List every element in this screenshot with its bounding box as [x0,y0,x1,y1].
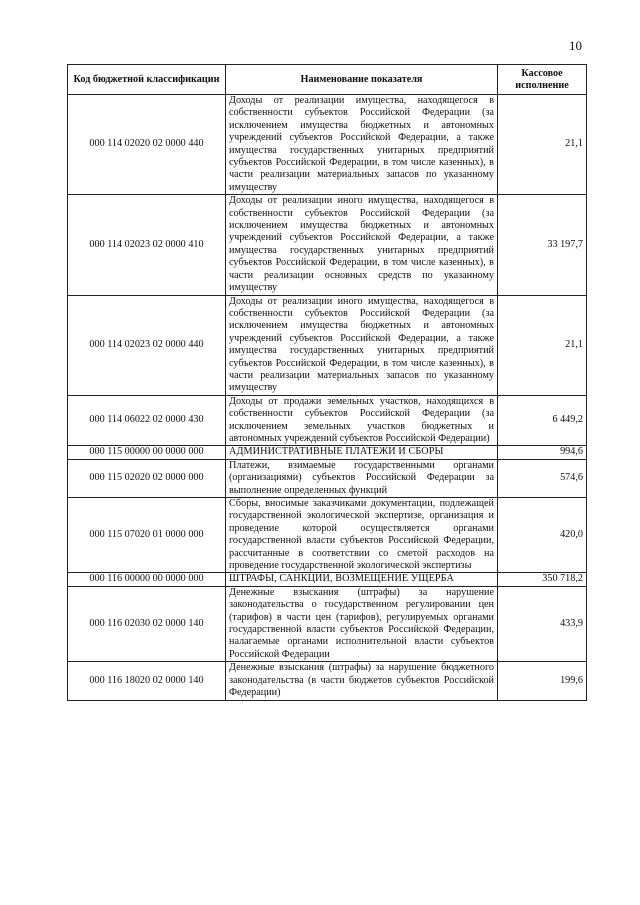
indicator-name-cell: Доходы от реализации имущества, находящегося в собственности субъектов Российской Федерации (за исключением имущества бюджетных и автономных учреждений субъектов Российской Федерации, а также имущества государственных унитарных предприятий субъектов Российской Федерации, в том числе казенных), в части реализации материальных запасов по указанному имуществу [226,95,498,195]
amount-cell: 21,1 [498,95,587,195]
amount-cell: 433,9 [498,586,587,661]
table-row [68,459,587,497]
budget-code-cell: 000 115 00000 00 0000 000 [68,446,226,459]
budget-code-cell: 000 116 02030 02 0000 140 [68,586,226,661]
amount-cell: 33 197,7 [498,195,587,295]
header-code: Код бюджетной классификации [68,65,226,95]
page-number: 10 [569,38,582,53]
indicator-name-cell: Денежные взыскания (штрафы) за нарушение бюджетного законодательства (в части бюджетов субъектов Российской Федерации) [226,662,498,700]
table-row [68,662,587,700]
indicator-name-cell: Доходы от продажи земельных участков, находящихся в собственности субъектов Российской Федерации (за исключением земельных участков бюджетных и автономных учреждений субъектов Российской Федерации) [226,395,498,446]
amount-cell: 199,6 [498,662,587,700]
amount-cell: 574,6 [498,459,587,497]
indicator-name-cell: Доходы от реализации иного имущества, находящегося в собственности субъектов Российской Федерации (за исключением имущества бюджетных и автономных учреждений субъектов Российской Федерации, а также имущества государственных унитарных предприятий субъектов Российской Федерации, в том числе казенных), в части реализации основных средств по указанному имуществу [226,195,498,295]
table-row [68,573,587,586]
indicator-name-cell: Денежные взыскания (штрафы) за нарушение законодательства о государственном регулировании цен (тарифов) в части цен (тарифов), регулируемых органами государственной власти субъектов Российской Федерации, налагаемые органами исполнительной власти субъектов Российской Федерации [226,586,498,661]
indicator-name-cell: Сборы, вносимые заказчиками документации, подлежащей государственной экологической экспертизе, организация и проведение которой осуществляется органами государственной власти субъектов Российской Федерации, рассчитанные в соответствии со сметой расходов на проведение государственной экологической экспертизы [226,498,498,573]
budget-code-cell: 000 115 07020 01 0000 000 [68,498,226,573]
budget-code-cell: 000 114 02023 02 0000 410 [68,195,226,295]
indicator-name-cell: ШТРАФЫ, САНКЦИИ, ВОЗМЕЩЕНИЕ УЩЕРБА [226,573,498,586]
budget-code-cell: 000 114 02023 02 0000 440 [68,295,226,395]
budget-code-cell: 000 116 00000 00 0000 000 [68,573,226,586]
table-row [68,446,587,459]
table-row [68,395,587,446]
table-row [68,295,587,395]
indicator-name-cell: Платежи, взимаемые государственными органами (организациями) субъектов Российской Федерации за выполнение определенных функций [226,459,498,497]
budget-execution-table [67,64,587,701]
budget-code-cell: 000 114 06022 02 0000 430 [68,395,226,446]
table-row [68,498,587,573]
amount-cell: 21,1 [498,295,587,395]
header-amount: Кассовое исполнение [498,65,587,95]
table-row [68,586,587,661]
amount-cell: 994,6 [498,446,587,459]
budget-code-cell: 000 114 02020 02 0000 440 [68,95,226,195]
table-row [68,95,587,195]
budget-code-cell: 000 115 02020 02 0000 000 [68,459,226,497]
budget-code-cell: 000 116 18020 02 0000 140 [68,662,226,700]
amount-cell: 350 718,2 [498,573,587,586]
table-body [68,95,587,701]
indicator-name-cell: АДМИНИСТРАТИВНЫЕ ПЛАТЕЖИ И СБОРЫ [226,446,498,459]
table-header-row [68,65,587,95]
header-name: Наименование показателя [226,65,498,95]
amount-cell: 420,0 [498,498,587,573]
indicator-name-cell: Доходы от реализации иного имущества, находящегося в собственности субъектов Российской Федерации (за исключением имущества бюджетных и автономных учреждений субъектов Российской Федерации, а также имущества государственных унитарных предприятий субъектов Российской Федерации, в том числе казенных), в части реализации материальных запасов по указанному имуществу [226,295,498,395]
amount-cell: 6 449,2 [498,395,587,446]
table-row [68,195,587,295]
